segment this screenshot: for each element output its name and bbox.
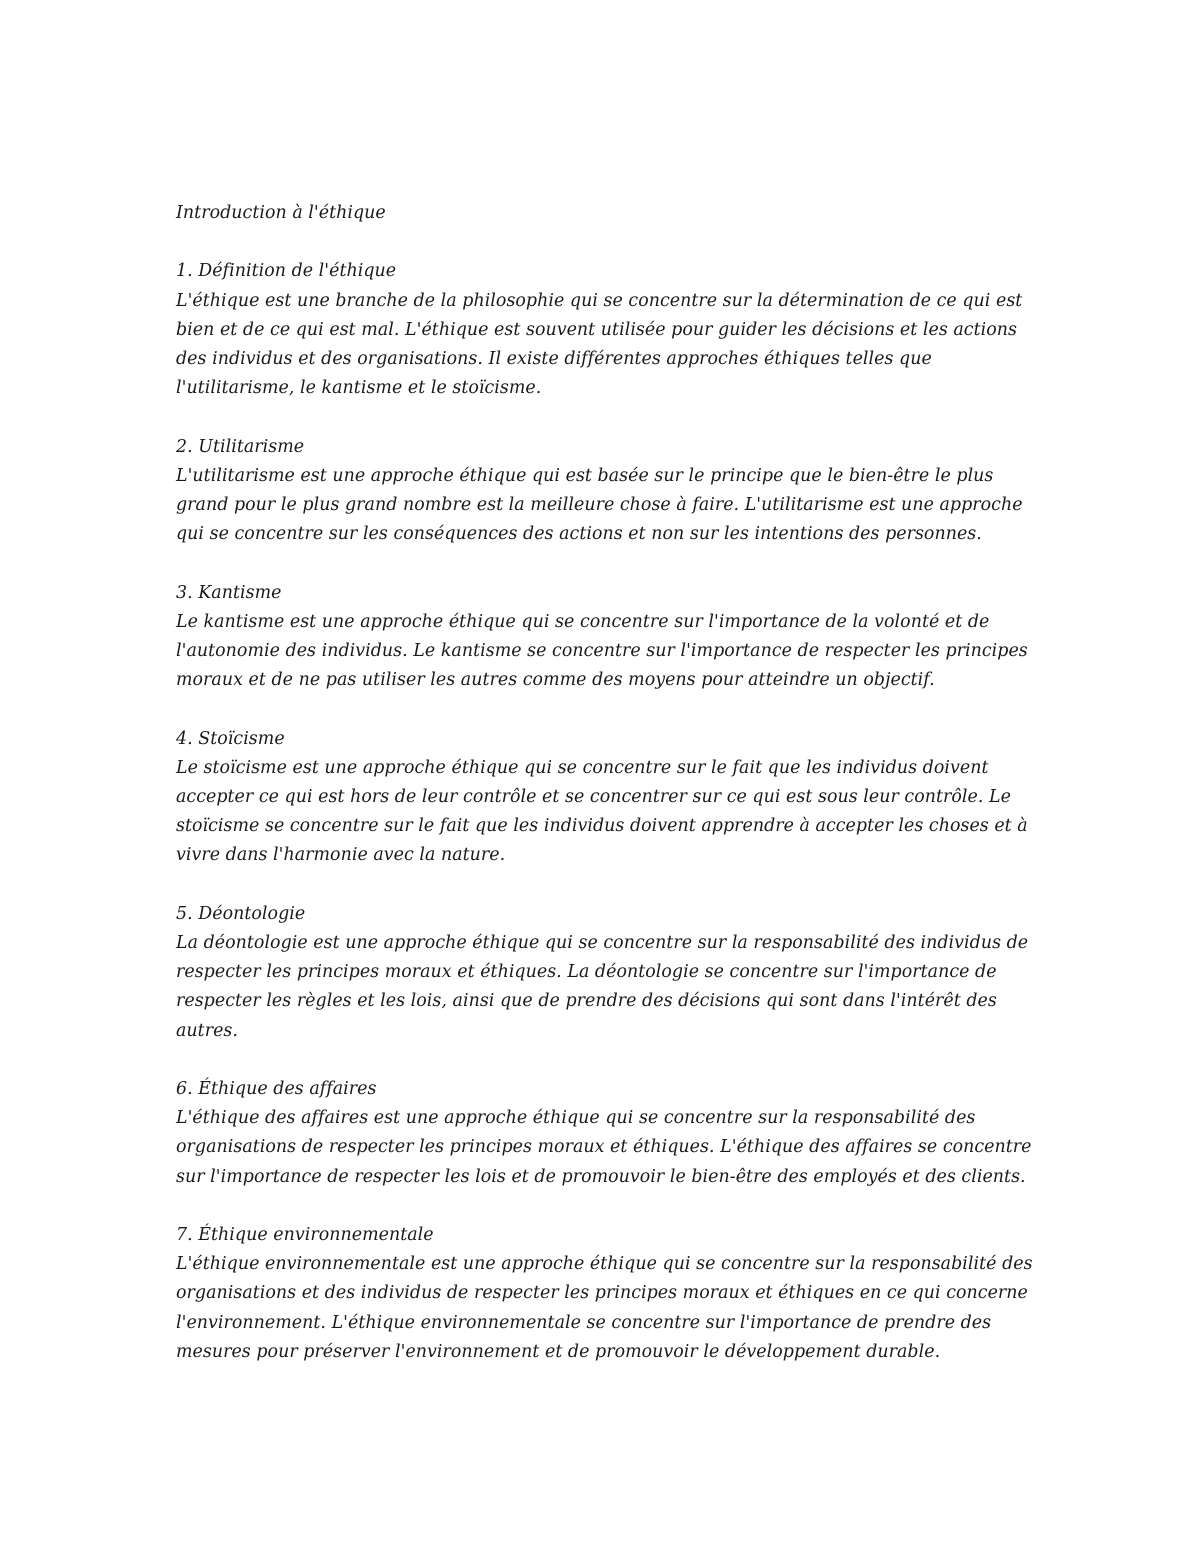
section-body: L'éthique est une branche de la philosophie qui se concentre sur la détermination de ce qui est bien et de ce qui est mal. L'éthique est souvent utilisée pour guider les décisions et les actions des individus et des organisations. Il existe différentes approches éthiques telles que l'utilitarisme, le kantisme et le stoïcisme. (176, 290, 1023, 399)
section-ethique-affaires (176, 1075, 1036, 1192)
section-body: L'éthique des affaires est une approche éthique qui se concentre sur la responsabilité des organisations de respecter les principes moraux et éthiques. L'éthique des affaires se concentre sur l'importance de respecter les lois et de promouvoir le bien-être des employés et des clients. (176, 1108, 1032, 1187)
section-body: L'éthique environnementale est une approche éthique qui se concentre sur la responsabilité des organisations et des individus de respecter les principes moraux et éthiques en ce qui concerne l'environnement. L'éthique environnementale se concentre sur l'importance de prendre des mesures pour préserver l'environnement et de promouvoir le développement durable. (176, 1254, 1033, 1362)
section-body: Le kantisme est une approche éthique qui se concentre sur l'importance de la volonté et de l'autonomie des individus. Le kantisme se concentre sur l'importance de respecter les principes moraux et de ne pas utiliser les autres comme des moyens pour atteindre un objectif. (176, 611, 1028, 691)
document-title: Introduction à l'éthique (176, 203, 386, 223)
section-deontologie (176, 900, 1036, 1046)
section-heading: 4. Stoïcisme (176, 728, 285, 749)
section-stoicisme (176, 725, 1036, 871)
section-heading: 7. Éthique environnementale (176, 1225, 434, 1245)
section-definition (176, 257, 1036, 403)
document-content (176, 199, 1036, 1396)
section-body: L'utilitarisme est une approche éthique qui est basée sur le principe que le bien-être le plus grand pour le plus grand nombre est la meilleure chose à faire. L'utilitarisme est une approche qui se concentre sur les conséquences des actions et non sur les intentions des personnes. (176, 465, 1023, 545)
section-heading: 1. Définition de l'éthique (176, 261, 397, 282)
section-body: Le stoïcisme est une approche éthique qui se concentre sur le fait que les individus doivent accepter ce qui est hors de leur contrôle et se concentrer sur ce qui est sous leur contrôle. Le stoïcisme se concentre sur le fait que les individus doivent apprendre à accepter les choses et à vivre dans l'harmonie avec la nature. (176, 757, 1028, 866)
section-kantisme (176, 579, 1036, 696)
section-heading: 3. Kantisme (176, 582, 282, 603)
section-heading: 2. Utilitarisme (176, 436, 305, 457)
section-ethique-environnementale (176, 1221, 1036, 1367)
section-heading: 6. Éthique des affaires (176, 1079, 377, 1099)
section-utilitarisme (176, 433, 1036, 550)
section-heading: 5. Déontologie (176, 903, 306, 924)
section-body: La déontologie est une approche éthique qui se concentre sur la responsabilité des individus de respecter les principes moraux et éthiques. La déontologie se concentre sur l'importance de respecter les règles et les lois, ainsi que de prendre des décisions qui sont dans l'intérêt des autres. (176, 933, 1029, 1041)
